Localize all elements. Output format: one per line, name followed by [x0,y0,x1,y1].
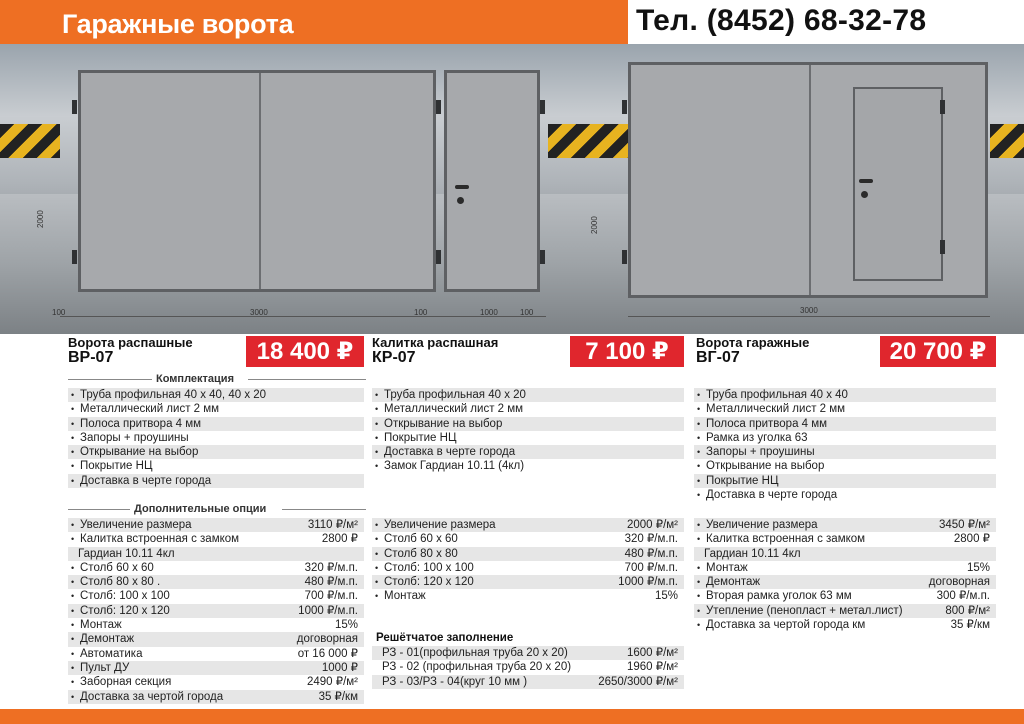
bullet-icon: • [375,520,379,530]
bullet-icon: • [697,520,701,530]
item-label: Доставка в черте города [706,489,838,502]
list-item [694,547,996,561]
list-item [694,589,996,603]
item-value: 3450 ₽/м² [938,519,990,531]
list-item [694,417,996,431]
item-value: договорная [296,633,358,646]
bullet-icon: • [71,418,75,429]
list-item [372,388,684,402]
list-item [68,402,364,416]
item-label: Покрытие НЦ [384,431,457,444]
list-item [694,388,996,402]
bullet-icon: • [697,432,701,443]
bullet-icon: • [71,520,75,530]
section-title-options: Дополнительные опции [134,503,267,515]
bullet-icon: • [71,662,75,673]
komplekt-list-3 [694,388,996,502]
item-label: Утепление (пенопласт + метал.лист) [706,604,903,617]
dim-right-2: 100 [520,308,534,317]
list-item [372,445,684,459]
item-value: 2800 ₽ [321,533,358,546]
lattice-title: Решётчатое заполнение [376,632,514,644]
garage-gate-image [628,62,988,298]
price-badge-3: 20 700 ₽ [880,336,996,367]
list-item [372,532,684,546]
item-label: Полоса притвора 4 мм [80,417,202,430]
list-item [372,431,684,445]
list-item [68,690,364,704]
item-value: 15% [966,561,990,574]
list-item [694,474,996,488]
bullet-icon: • [71,461,75,472]
list-item [68,675,364,689]
item-label: Столб 80 х 80 . [80,576,161,589]
item-value: 1000 ₽ [321,661,358,674]
bullet-icon: • [697,461,701,472]
dim-height-3: 2000 [590,216,599,234]
bullet-icon: • [71,562,75,573]
item-label: Монтаж [384,590,426,603]
item-label: Открывание на выбор [384,417,503,430]
item-label: Заборная секция [80,676,172,689]
bullet-icon: • [71,620,75,631]
dim-height-1: 2000 [36,210,45,228]
hinge [940,100,945,114]
bullet-icon: • [375,548,379,559]
item-label: Калитка встроенная с замком [80,533,240,546]
bullet-icon: • [71,534,75,545]
komplekt-list-2 [372,388,684,474]
bullet-icon: • [375,432,379,443]
gate-code: КР-07 [372,349,416,366]
item-label: Столб: 100 х 100 [80,590,170,603]
options-list-3 [694,518,996,632]
item-label: РЗ - 01(профильная труба 20 х 20) [382,647,568,659]
item-label: Труба профильная 40 х 40 [706,389,848,401]
list-item [68,661,364,675]
bullet-icon: • [375,577,379,588]
bullet-icon: • [697,620,701,631]
bullet-icon: • [71,677,75,688]
bullet-icon: • [71,648,75,659]
leaf-divider [809,65,811,295]
item-value: 35 ₽/км [950,619,990,632]
item-label: Труба профильная 40 х 40, 40 х 20 [80,389,267,401]
item-value: от 16 000 ₽ [297,647,358,660]
item-label: Монтаж [80,619,122,632]
footer-band [0,709,1024,724]
page-title: Гаражные ворота [62,9,294,39]
item-value: договорная [928,576,990,589]
item-label: Пульт ДУ [80,661,130,674]
item-label: Калитка встроенная с замком [706,533,866,546]
bullet-icon: • [71,390,75,400]
komplekt-list-1 [68,388,364,488]
list-item [68,575,364,589]
list-item [694,402,996,416]
dim-width-1: 3000 [250,308,268,317]
bullet-icon: • [375,418,379,429]
bullet-icon: • [71,447,75,458]
bullet-icon: • [71,475,75,486]
item-value: 2800 ₽ [953,533,990,546]
item-value: 320 ₽/м.п. [624,533,678,546]
hinge [436,100,441,114]
item-value: 800 ₽/м² [945,604,990,617]
gate-name: Ворота распашные [68,335,193,350]
price-badge-1: 18 400 ₽ [246,336,364,367]
item-value: 480 ₽/м.п. [624,547,678,560]
bullet-icon: • [697,591,701,602]
dim-width-2: 1000 [480,308,498,317]
phone-number[interactable]: Тел. (8452) 68-32-78 [636,4,927,37]
handle [455,185,469,189]
list-item [372,561,684,575]
built-in-wicket [853,87,943,281]
bullet-icon: • [375,562,379,573]
item-label: Монтаж [706,561,748,574]
item-label: Открывание на выбор [80,446,199,459]
bullet-icon: • [697,605,701,616]
item-label: Столб: 100 х 100 [384,561,474,574]
gate-code: ВР-07 [68,349,114,366]
item-label: Столб: 120 х 120 [80,604,170,617]
item-value: 1600 ₽/м² [626,647,678,659]
item-label: Столб 80 х 80 [384,547,458,560]
bullet-icon: • [71,404,75,415]
list-item [694,618,996,632]
item-label: РЗ - 03/РЗ - 04(круг 10 мм ) [382,675,528,688]
item-label: Металлический лист 2 мм [706,403,846,416]
item-value: 700 ₽/м.п. [304,590,358,603]
item-value: 320 ₽/м.п. [304,561,358,574]
item-label: Покрытие НЦ [706,474,779,487]
bullet-icon: • [697,418,701,429]
leaf-divider [259,73,261,289]
list-item [68,532,364,546]
list-item [68,388,364,402]
list-item [372,675,684,689]
bullet-icon: • [697,562,701,573]
list-item [68,589,364,603]
item-label: Столб 60 х 60 [80,561,154,574]
bullet-icon: • [71,591,75,602]
lock-icon [457,197,464,204]
item-value: 1000 ₽/м.п. [298,604,358,617]
hazard-stripe [990,124,1024,158]
item-label: Доставка за чертой города [80,690,224,703]
hinge [540,250,545,264]
list-item [68,547,364,561]
item-label: Запоры + проушины [80,431,189,444]
options-list-1 [68,518,364,704]
list-item [694,431,996,445]
item-label: Вторая рамка уголок 63 мм [706,590,852,603]
item-label: Доставка в черте города [80,474,212,487]
item-value: 1960 ₽/м² [626,661,678,674]
item-label: Демонтаж [80,633,135,646]
lattice-list [372,646,684,689]
item-value: 2650/3000 ₽/м² [598,675,678,688]
list-item [68,632,364,646]
hazard-stripe [0,124,60,158]
dim-line [628,316,990,317]
item-value: 480 ₽/м.п. [304,576,358,589]
bullet-icon: • [375,447,379,458]
item-label: РЗ - 02 (профильная труба 20 х 20) [382,661,572,674]
item-label: Автоматика [80,647,143,660]
item-label: Открывание на выбор [706,460,825,473]
section-divider [282,509,366,510]
item-value: 15% [654,590,678,603]
bullet-icon: • [697,447,701,458]
list-item [694,488,996,502]
section-title-komplekt: Комплектация [156,373,234,385]
item-label: Столб 60 х 60 [384,533,458,546]
item-label: Увеличение размера [80,519,192,531]
item-label: Столб: 120 х 120 [384,576,474,589]
list-item [68,459,364,473]
item-value: 2000 ₽/м² [626,519,678,531]
handle [859,179,873,183]
section-divider [248,379,366,380]
gate-name: Калитка распашная [372,335,499,350]
list-item [694,532,996,546]
bullet-icon: • [697,490,701,501]
list-item [694,575,996,589]
bullet-icon: • [71,432,75,443]
item-label: Гардиан 10.11 4кл [78,547,175,560]
list-item [372,547,684,561]
bullet-icon: • [375,534,379,545]
hinge [940,240,945,254]
bullet-icon: • [697,577,701,588]
list-item [694,561,996,575]
item-label: Металлический лист 2 мм [384,403,524,416]
list-item [372,660,684,674]
hinge [72,250,77,264]
item-label: Металлический лист 2 мм [80,403,220,416]
item-label: Труба профильная 40 х 20 [384,389,526,401]
list-item [372,646,684,660]
item-label: Доставка в черте города [384,446,516,459]
list-item [68,618,364,632]
list-item [68,561,364,575]
item-label: Запоры + проушины [706,446,815,459]
list-item [68,417,364,431]
list-item [68,445,364,459]
bullet-icon: • [375,591,379,602]
bullet-icon: • [375,404,379,415]
list-item [372,459,684,473]
item-value: 3110 ₽/м² [307,519,358,531]
list-item [68,474,364,488]
list-item [694,459,996,473]
item-value: 700 ₽/м.п. [624,561,678,574]
list-item [372,402,684,416]
options-list-2 [372,518,684,604]
item-label: Увеличение размера [706,519,818,531]
dim-side-1: 100 [52,308,66,317]
list-item [68,604,364,618]
hinge [436,250,441,264]
list-item [68,431,364,445]
list-item [694,445,996,459]
dim-left-2: 100 [414,308,428,317]
section-divider [68,509,130,510]
list-item [372,518,684,532]
list-item [68,518,364,532]
hinge [540,100,545,114]
item-label: Гардиан 10.11 4кл [704,547,801,560]
bullet-icon: • [71,634,75,645]
wicket-image [444,70,540,292]
list-item [372,589,684,603]
item-value: 300 ₽/м.п. [936,590,990,603]
bullet-icon: • [71,577,75,588]
item-label: Демонтаж [706,576,761,589]
bullet-icon: • [697,475,701,486]
section-divider [68,379,152,380]
bullet-icon: • [71,691,75,702]
hinge [72,100,77,114]
phone-box [628,0,1024,44]
item-label: Доставка за чертой города км [706,619,866,632]
hazard-stripe [548,124,628,158]
price-badge-2: 7 100 ₽ [570,336,684,367]
gate-code: ВГ-07 [696,349,740,366]
bullet-icon: • [375,390,379,400]
item-label: Замок Гардиан 10.11 (4кл) [384,460,525,473]
item-value: 35 ₽/км [318,690,358,703]
product-photo [0,44,1024,334]
bullet-icon: • [71,605,75,616]
item-label: Покрытие НЦ [80,460,153,473]
swing-gate-image [78,70,436,292]
bullet-icon: • [375,461,379,472]
item-label: Рамка из уголка 63 [706,431,808,444]
list-item [372,417,684,431]
item-value: 2490 ₽/м² [306,676,358,689]
item-value: 15% [334,619,358,632]
hinge [622,250,627,264]
gate-name: Ворота гаражные [696,335,810,350]
list-item [694,518,996,532]
dim-width-3: 3000 [800,306,818,315]
bullet-icon: • [697,534,701,545]
item-label: Полоса притвора 4 мм [706,417,828,430]
lock-icon [861,191,868,198]
item-value: 1000 ₽/м.п. [618,576,678,589]
hinge [622,100,627,114]
list-item [68,647,364,661]
item-label: Увеличение размера [384,519,496,531]
list-item [372,575,684,589]
bullet-icon: • [697,404,701,415]
bullet-icon: • [697,390,701,400]
list-item [694,604,996,618]
